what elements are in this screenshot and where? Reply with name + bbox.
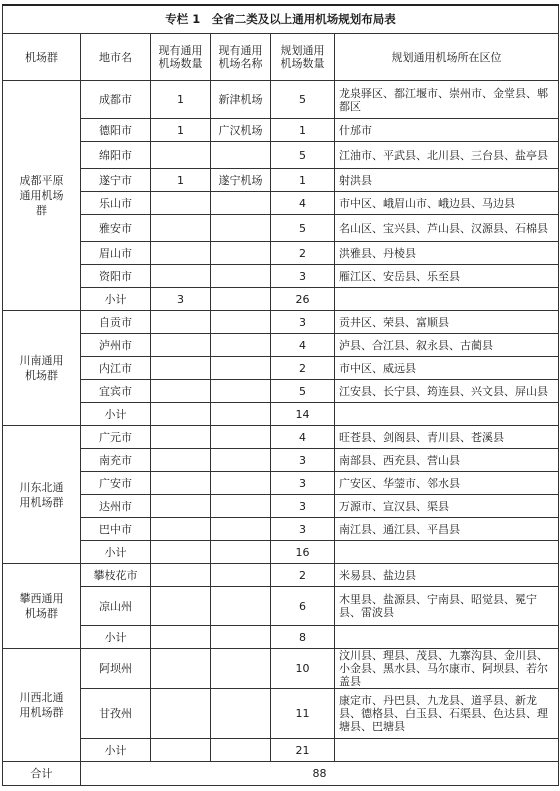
existing-airport-name (211, 334, 271, 357)
existing-airport-count (151, 649, 211, 689)
airport-group-name (3, 81, 81, 311)
table-row (3, 119, 559, 142)
planned-airport-count: 5 (271, 380, 335, 403)
city-name: 广元市 (81, 426, 151, 449)
planned-airport-count: 6 (271, 587, 335, 626)
city-name: 雅安市 (81, 215, 151, 242)
existing-airport-name (211, 265, 271, 288)
planned-airport-count: 1 (271, 119, 335, 142)
planned-airport-location: 贡井区、荣县、富顺县 (335, 311, 559, 334)
subtotal-existing-count (151, 626, 211, 649)
existing-airport-name (211, 587, 271, 626)
city-name: 绵阳市 (81, 142, 151, 169)
existing-airport-count: 1 (151, 81, 211, 119)
existing-airport-name (211, 380, 271, 403)
table-row (3, 426, 559, 449)
table-row (3, 472, 559, 495)
airport-group-name-line: 用机场群 (19, 495, 64, 509)
planned-airport-location: 什邡市 (335, 119, 559, 142)
planned-airport-count: 2 (271, 564, 335, 587)
airport-group-name-line: 攀西通用 (19, 592, 64, 605)
existing-airport-count (151, 311, 211, 334)
total-label: 合计 (3, 762, 81, 786)
existing-airport-name: 新津机场 (211, 81, 271, 119)
subtotal-label: 小计 (81, 541, 151, 564)
existing-airport-count (151, 587, 211, 626)
existing-airport-name (211, 426, 271, 449)
planned-airport-location: 木里县、盐源县、宁南县、昭觉县、冕宁县、雷波县 (335, 587, 559, 626)
subtotal-existing-name (211, 288, 271, 311)
column-header-line: 机场群 (25, 50, 58, 64)
planned-airport-count: 2 (271, 242, 335, 265)
subtotal-label: 小计 (81, 403, 151, 426)
column-header-line: 规划通用 (280, 44, 325, 57)
existing-airport-count (151, 192, 211, 215)
existing-airport-count (151, 518, 211, 541)
column-header (335, 34, 559, 81)
existing-airport-count (151, 334, 211, 357)
planned-airport-count: 4 (271, 426, 335, 449)
planned-airport-location: 江安县、长宁县、筠连县、兴文县、屏山县 (335, 380, 559, 403)
existing-airport-name (211, 518, 271, 541)
city-name: 广安市 (81, 472, 151, 495)
planned-airport-location: 泸县、合江县、叙永县、古蔺县 (335, 334, 559, 357)
city-name: 乐山市 (81, 192, 151, 215)
table-title: 专栏 1 全省二类及以上通用机场规划布局表 (3, 5, 559, 34)
subtotal-existing-name (211, 403, 271, 426)
planned-airport-count: 10 (271, 649, 335, 689)
city-name: 成都市 (81, 81, 151, 119)
airport-group-name-line: 机场群 (25, 369, 58, 382)
column-header (211, 34, 271, 81)
header-row (3, 34, 559, 81)
airport-group-name (3, 426, 81, 564)
city-name: 内江市 (81, 357, 151, 380)
total-value: 88 (81, 762, 559, 786)
city-name: 甘孜州 (81, 689, 151, 739)
city-name: 资阳市 (81, 265, 151, 288)
city-name: 泸州市 (81, 334, 151, 357)
column-header-line: 现有通用 (218, 44, 263, 57)
subtotal-planned-count: 21 (271, 739, 335, 762)
existing-airport-name (211, 242, 271, 265)
column-header-line: 现有通用 (158, 44, 203, 57)
table-row (3, 169, 559, 192)
table-row (3, 81, 559, 119)
planned-airport-count: 2 (271, 357, 335, 380)
subtotal-existing-count (151, 403, 211, 426)
airport-group-name-line: 川南通用 (19, 354, 64, 367)
planned-airport-location: 江油市、平武县、北川县、三台县、盐亭县 (335, 142, 559, 169)
existing-airport-count (151, 472, 211, 495)
table-row (3, 449, 559, 472)
airport-group-name (3, 649, 81, 762)
subtotal-planned-count: 26 (271, 288, 335, 311)
planned-airport-location: 汶川县、理县、茂县、九寨沟县、金川县、小金县、黑水县、马尔康市、阿坝县、若尔盖县 (335, 649, 559, 689)
city-name: 达州市 (81, 495, 151, 518)
table-row (3, 380, 559, 403)
planned-airport-location: 市中区、峨眉山市、峨边县、马边县 (335, 192, 559, 215)
table-body (3, 81, 559, 786)
city-name: 自贡市 (81, 311, 151, 334)
city-name: 凉山州 (81, 587, 151, 626)
existing-airport-count: 1 (151, 169, 211, 192)
existing-airport-name (211, 311, 271, 334)
table-row (3, 649, 559, 689)
planned-airport-location: 康定市、丹巴县、九龙县、道孚县、新龙县、德格县、白玉县、石渠县、色达县、理塘县、巴塘县 (335, 689, 559, 739)
table-row (3, 564, 559, 587)
existing-airport-name (211, 689, 271, 739)
existing-airport-count (151, 495, 211, 518)
planned-airport-count: 5 (271, 215, 335, 242)
table-row (3, 518, 559, 541)
airport-group-name-line: 机场群 (25, 607, 58, 620)
column-header (3, 34, 81, 81)
table-row (3, 357, 559, 380)
planned-airport-location: 洪雅县、丹棱县 (335, 242, 559, 265)
existing-airport-count (151, 564, 211, 587)
existing-airport-count (151, 357, 211, 380)
existing-airport-name (211, 649, 271, 689)
existing-airport-count (151, 449, 211, 472)
subtotal-planned-count: 8 (271, 626, 335, 649)
planned-airport-location: 广安区、华蓥市、邻水县 (335, 472, 559, 495)
planned-airport-count: 11 (271, 689, 335, 739)
column-header-line: 规划通用机场所在区位 (391, 50, 502, 64)
column-header-line: 机场名称 (218, 57, 263, 70)
existing-airport-name (211, 215, 271, 242)
subtotal-existing-count: 3 (151, 288, 211, 311)
column-header (81, 34, 151, 81)
planned-airport-location: 南江县、通江县、平昌县 (335, 518, 559, 541)
subtotal-location (335, 288, 559, 311)
city-name: 遂宁市 (81, 169, 151, 192)
city-name: 宜宾市 (81, 380, 151, 403)
table-row (3, 311, 559, 334)
subtotal-row (3, 288, 559, 311)
airport-group-name-line: 用机场群 (19, 706, 64, 719)
existing-airport-count (151, 242, 211, 265)
airport-group-name-line: 群 (36, 204, 47, 217)
planned-airport-location: 万源市、宣汉县、渠县 (335, 495, 559, 518)
subtotal-label: 小计 (81, 288, 151, 311)
city-name: 德阳市 (81, 119, 151, 142)
existing-airport-count: 1 (151, 119, 211, 142)
table-row (3, 334, 559, 357)
planned-airport-location: 南部县、西充县、营山县 (335, 449, 559, 472)
table-row (3, 265, 559, 288)
planned-airport-count: 3 (271, 518, 335, 541)
column-header-line: 机场数量 (280, 57, 325, 70)
subtotal-existing-name (211, 739, 271, 762)
planned-airport-count: 5 (271, 81, 335, 119)
existing-airport-name (211, 564, 271, 587)
subtotal-row (3, 403, 559, 426)
existing-airport-count (151, 265, 211, 288)
planned-airport-count: 4 (271, 192, 335, 215)
existing-airport-name (211, 142, 271, 169)
subtotal-row (3, 739, 559, 762)
table-row (3, 192, 559, 215)
existing-airport-count (151, 380, 211, 403)
total-row (3, 762, 559, 786)
planned-airport-location: 米易县、盐边县 (335, 564, 559, 587)
subtotal-row (3, 541, 559, 564)
subtotal-existing-count (151, 739, 211, 762)
planned-airport-count: 5 (271, 142, 335, 169)
table-row (3, 242, 559, 265)
table-row (3, 215, 559, 242)
subtotal-row (3, 626, 559, 649)
subtotal-label: 小计 (81, 626, 151, 649)
subtotal-location (335, 739, 559, 762)
column-header-line: 机场数量 (158, 57, 203, 70)
existing-airport-name: 遂宁机场 (211, 169, 271, 192)
subtotal-planned-count: 16 (271, 541, 335, 564)
city-name: 眉山市 (81, 242, 151, 265)
existing-airport-count (151, 142, 211, 169)
planned-airport-location: 射洪县 (335, 169, 559, 192)
planned-airport-count: 3 (271, 472, 335, 495)
airport-group-name (3, 564, 81, 649)
airport-group-name-line: 通用机场 (19, 189, 64, 202)
subtotal-existing-name (211, 626, 271, 649)
table-row (3, 689, 559, 739)
planned-airport-location: 龙泉驿区、都江堰市、崇州市、金堂县、郫都区 (335, 81, 559, 119)
airport-group-name-line: 成都平原 (19, 174, 64, 187)
subtotal-location (335, 626, 559, 649)
existing-airport-count (151, 215, 211, 242)
planned-airport-location: 旺苍县、剑阁县、青川县、苍溪县 (335, 426, 559, 449)
existing-airport-name: 广汉机场 (211, 119, 271, 142)
planned-airport-location: 名山区、宝兴县、芦山县、汉源县、石棉县 (335, 215, 559, 242)
planned-airport-count: 3 (271, 265, 335, 288)
column-header (271, 34, 335, 81)
existing-airport-name (211, 495, 271, 518)
subtotal-existing-name (211, 541, 271, 564)
subtotal-existing-count (151, 541, 211, 564)
table-row (3, 495, 559, 518)
city-name: 攀枝花市 (81, 564, 151, 587)
existing-airport-count (151, 426, 211, 449)
city-name: 巴中市 (81, 518, 151, 541)
airport-group-name-line: 川东北通 (19, 480, 64, 494)
planned-airport-location: 市中区、威远县 (335, 357, 559, 380)
planned-airport-count: 3 (271, 449, 335, 472)
planned-airport-count: 3 (271, 495, 335, 518)
existing-airport-name (211, 472, 271, 495)
existing-airport-name (211, 192, 271, 215)
planned-airport-count: 1 (271, 169, 335, 192)
column-header (151, 34, 211, 81)
airport-group-name-line: 川西北通 (19, 691, 64, 704)
city-name: 南充市 (81, 449, 151, 472)
existing-airport-name (211, 357, 271, 380)
table-row (3, 142, 559, 169)
subtotal-label: 小计 (81, 739, 151, 762)
airport-group-name (3, 311, 81, 426)
planned-airport-count: 3 (271, 311, 335, 334)
table-row (3, 587, 559, 626)
planned-airport-count: 4 (271, 334, 335, 357)
existing-airport-name (211, 449, 271, 472)
city-name: 阿坝州 (81, 649, 151, 689)
subtotal-location (335, 403, 559, 426)
planned-airport-location: 雁江区、安岳县、乐至县 (335, 265, 559, 288)
existing-airport-count (151, 689, 211, 739)
subtotal-location (335, 541, 559, 564)
column-header-line: 地市名 (99, 50, 132, 64)
airport-layout-table (2, 4, 559, 786)
subtotal-planned-count: 14 (271, 403, 335, 426)
